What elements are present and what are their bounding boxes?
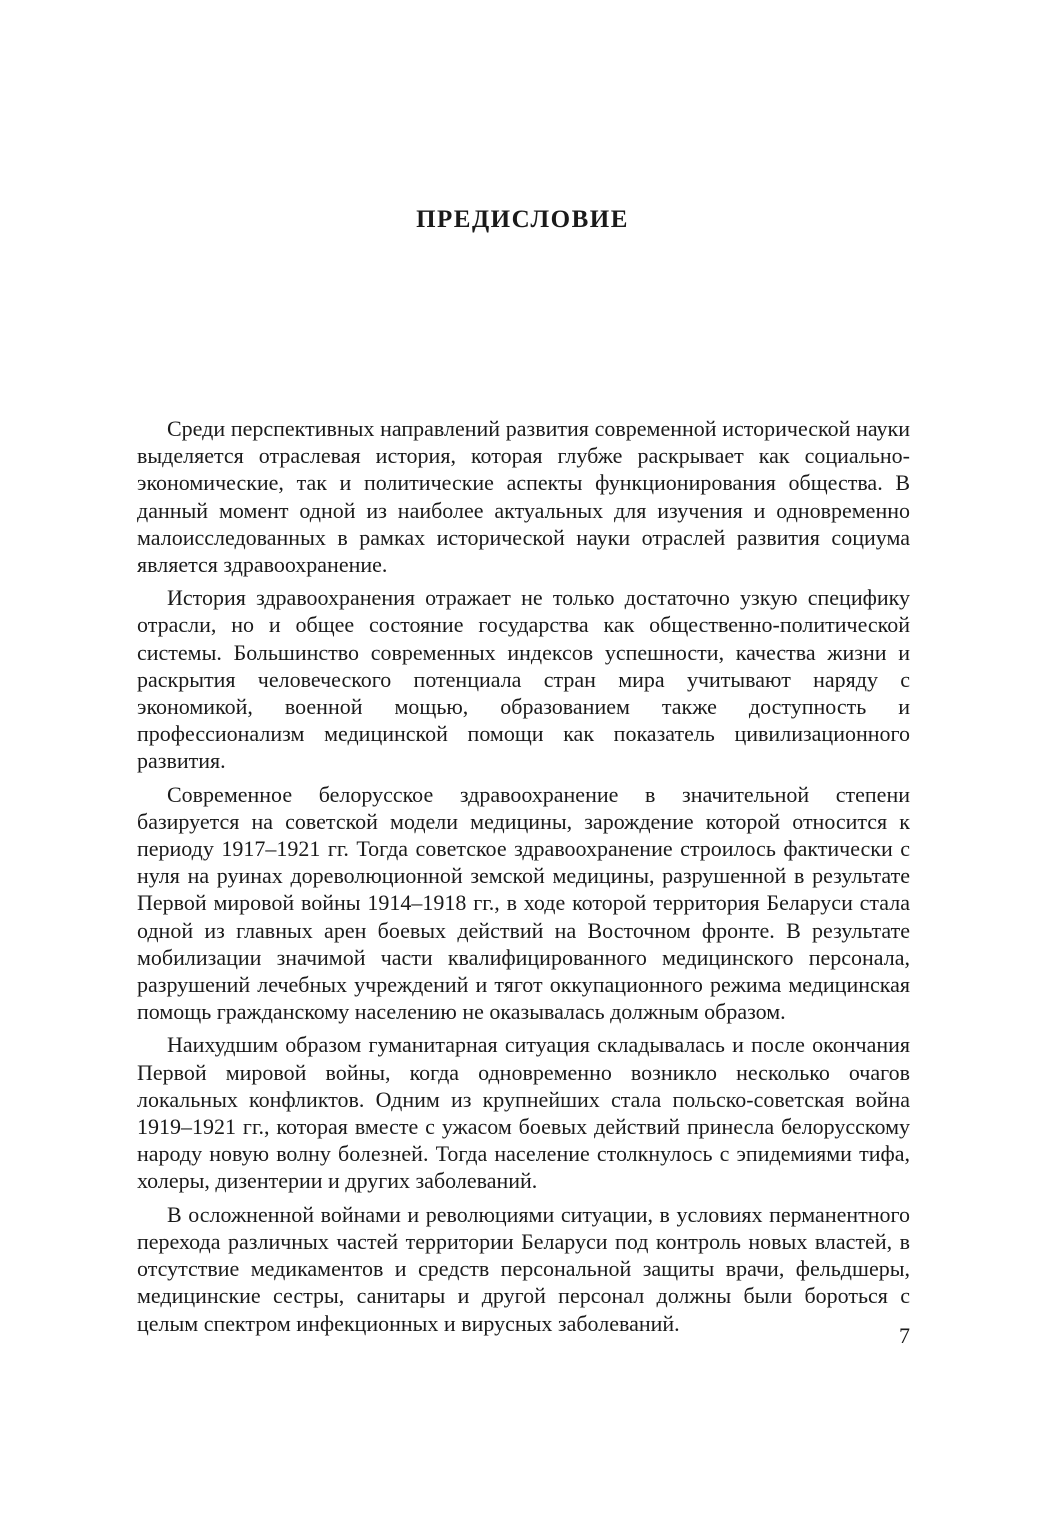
page-number: 7	[899, 1323, 910, 1348]
paragraph-4: Наихудшим образом гуманитарная ситуация складывалась и после окончания Первой мировой войны, когда одновременно возникло несколько очагов локальных конфликтов. Одним из крупнейших стала польско-советская война 1919–1921 гг., которая вместе с ужасом боевых действий принесла белорусскому народу новую волну болезней. Тогда население столкнулось с эпидемиями тифа, холеры, дизентерии и других заболеваний.	[137, 1032, 910, 1194]
paragraph-1: Среди перспективных направлений развития современной исторической науки выделяется отраслевая история, которая глубже раскрывает как социально-экономические, так и политические аспекты функционирования общества. В данный момент одной из наиболее актуальных для изучения и одновременно малоисследованных в рамках исторической науки отраслей развития социума является здравоохранение.	[137, 416, 910, 578]
body-text	[137, 415, 910, 1343]
page-title: ПРЕДИСЛОВИЕ	[416, 206, 629, 233]
paragraph-3: Современное белорусское здравоохранение в значительной степени базируется на советской модели медицины, зарождение которой относится к периоду 1917–1921 гг. Тогда советское здравоохранение строилось фактически с нуля на руинах дореволюционной земской медицины, разрушенной в результате Первой мировой войны 1914–1918 гг., в ходе которой территория Беларуси стала одной из главных арен боевых действий на Восточном фронте. В результате мобилизации значимой части квалифицированного медицинского персонала, разрушений лечебных учреждений и тягот оккупационного режима медицинская помощь гражданскому населению не оказывалась должным образом.	[137, 781, 910, 1025]
paragraph-5: В осложненной войнами и революциями ситуации, в условиях перманентного перехода различных частей территории Беларуси под контроль новых властей, в отсутствие медикаментов и средств персональной защиты врачи, фельдшеры, медицинские сестры, санитары и другой персонал должны были бороться с целым спектром инфекционных и вирусных заболеваний.	[137, 1201, 910, 1336]
paragraph-2: История здравоохранения отражает не только достаточно узкую специфику отрасли, но и общее состояние государства как общественно-политической системы. Большинство современных индексов успешности, качества жизни и раскрытия человеческого потенциала стран мира учитывают наряду с экономикой, военной мощью, образованием также доступность и профессионализм медицинской помощи как показатель цивилизационного развития.	[137, 585, 910, 774]
